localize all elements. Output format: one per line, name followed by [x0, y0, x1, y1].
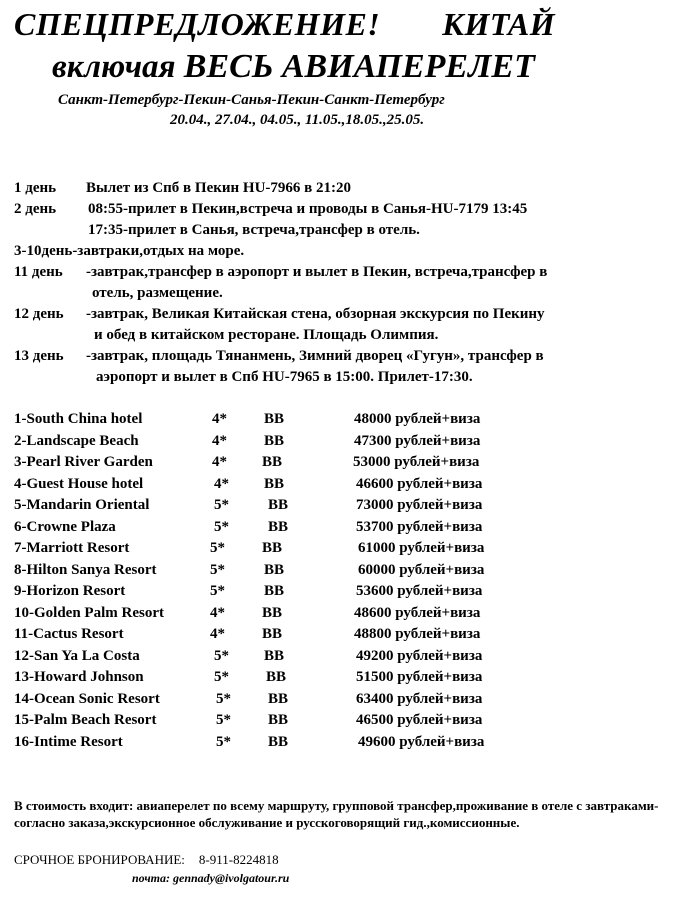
hotel-name: 9-Horizon Resort: [14, 583, 126, 599]
itinerary-day: [14, 304, 684, 325]
urgent-booking-label: СРОЧНОЕ БРОНИРОВАНИЕ:: [14, 852, 185, 867]
hotel-meal: BB: [264, 647, 285, 664]
hotel-meal: BB: [264, 475, 285, 492]
hotel-price: 51500 рублей+виза: [356, 669, 483, 685]
email-address[interactable]: почта: gennady@ivolgatour.ru: [132, 871, 290, 885]
hotel-meal: BB: [268, 733, 289, 750]
hotel-meal: BB: [262, 604, 283, 621]
hotel-meal: BB: [268, 690, 289, 707]
itinerary-day-text: 08:55-прилет в Пекин,встреча и проводы в Санья-HU-7179 13:45: [88, 201, 528, 217]
hotel-name: 7-Marriott Resort: [14, 540, 130, 556]
hotel-meal: BB: [264, 583, 285, 599]
hotel-price: 60000 рублей+виза: [358, 561, 485, 578]
itinerary-day: [14, 241, 684, 262]
hotel-stars: 5*: [214, 647, 229, 664]
hotel-price: 73000 рублей+виза: [356, 497, 483, 513]
hotel-name: 6-Crowne Plaza: [14, 518, 116, 535]
hotel-stars: 5*: [216, 712, 231, 728]
itinerary-day-label: 12 день: [14, 306, 64, 322]
offer-title-left: СПЕЦПРЕДЛОЖЕНИЕ!: [14, 6, 381, 42]
itinerary-day-label: 1 день: [14, 180, 57, 196]
urgent-booking: [14, 852, 279, 868]
itinerary-day: [14, 346, 684, 367]
hotel-stars: 5*: [216, 690, 231, 707]
phone-number[interactable]: 8-911-8224818: [198, 852, 279, 867]
hotel-stars: 5*: [210, 583, 225, 599]
itinerary-day-text: Вылет из Спб в Пекин HU-7966 в 21:20: [86, 180, 351, 196]
route-line: Санкт-Петербург-Пекин-Санья-Пекин-Санкт-Петербург: [58, 92, 445, 108]
hotel-stars: 4*: [212, 454, 227, 470]
itinerary-day: [14, 262, 684, 283]
offer-subtitle-main: ВЕСЬ АВИАПЕРЕЛЕТ: [183, 48, 535, 85]
hotel-price: 53600 рублей+виза: [356, 583, 483, 599]
offer-title-country: КИТАЙ: [442, 6, 556, 42]
hotel-price: 49200 рублей+виза: [356, 647, 483, 664]
itinerary-day-label: 2 день: [14, 201, 57, 217]
hotel-stars: 5*: [210, 561, 225, 578]
hotel-name: 10-Golden Palm Resort: [14, 604, 164, 621]
hotel-meal: BB: [264, 561, 285, 578]
hotel-stars: 5*: [216, 733, 231, 750]
itinerary-day-text: 3-10день-завтраки,отдых на море.: [14, 243, 245, 259]
itinerary-day-text: -завтрак,трансфер в аэропорт и вылет в Пекин, встреча,трансфер в: [86, 264, 548, 280]
hotel-stars: 5*: [214, 518, 229, 535]
hotel-stars: 5*: [210, 540, 225, 556]
offer-title: [14, 6, 555, 43]
included-services: В стоимость входит: авиаперелет по всему маршруту, групповой трансфер,проживание в отеле с завтраками-согласно заказа,экскурсионное обслуживание и русскоговорящий гид.,комиссионные.: [14, 798, 659, 830]
itinerary-day-label: 13 день: [14, 348, 64, 364]
hotel-price: 53700 рублей+виза: [356, 518, 483, 535]
hotel-meal: BB: [266, 669, 287, 685]
hotel-name: 4-Guest House hotel: [14, 475, 144, 492]
offer-subtitle: [52, 48, 535, 86]
hotel-price: 53000 рублей+виза: [353, 454, 480, 470]
itinerary-day-continuation: аэропорт и вылет в Спб HU-7965 в 15:00. Прилет-17:30.: [96, 369, 473, 385]
hotel-name: 12-San Ya La Costa: [14, 647, 140, 664]
hotel-price: 48000 рублей+виза: [354, 411, 481, 427]
hotel-price: 63400 рублей+виза: [356, 690, 483, 707]
itinerary-day: [14, 199, 684, 220]
hotel-meal: BB: [268, 518, 289, 535]
itinerary: [14, 178, 684, 388]
itinerary-day-continuation: и обед в китайском ресторане. Площадь Олимпия.: [94, 327, 439, 343]
itinerary-day-text: -завтрак, Великая Китайская стена, обзорная экскурсия по Пекину: [86, 306, 545, 322]
hotel-name: 8-Hilton Sanya Resort: [14, 561, 157, 578]
hotel-meal: BB: [264, 411, 285, 427]
hotel-stars: 4*: [210, 604, 225, 621]
itinerary-day-continuation: отель, размещение.: [92, 285, 223, 301]
hotel-name: 5-Mandarin Oriental: [14, 497, 150, 513]
hotel-stars: 5*: [214, 669, 229, 685]
hotel-name: 13-Howard Johnson: [14, 669, 144, 685]
hotel-meal: BB: [262, 540, 283, 556]
hotel-name: 2-Landscape Beach: [14, 432, 139, 449]
hotel-meal: BB: [264, 432, 285, 449]
hotel-price: 47300 рублей+виза: [354, 432, 481, 449]
hotel-price: 46600 рублей+виза: [356, 475, 483, 492]
hotel-name: 16-Intime Resort: [14, 733, 123, 750]
hotel-price: 49600 рублей+виза: [358, 733, 485, 750]
itinerary-day-text: -завтрак, площадь Тянанмень, Зимний дворец «Гугун», трансфер в: [86, 348, 544, 364]
hotel-name: 1-South China hotel: [14, 411, 143, 427]
hotel-meal: BB: [262, 454, 283, 470]
itinerary-day-label: 11 день: [14, 264, 63, 280]
hotel-name: 11-Cactus Resort: [14, 626, 124, 642]
hotel-stars: 4*: [212, 432, 227, 449]
itinerary-day-continuation: 17:35-прилет в Санья, встреча,трансфер в отель.: [88, 222, 420, 238]
departure-dates: 20.04., 27.04., 04.05., 11.05.,18.05.,25.05.: [170, 112, 425, 128]
hotel-price: 48800 рублей+виза: [354, 626, 481, 642]
hotel-stars: 5*: [214, 497, 229, 513]
hotel-stars: 4*: [212, 411, 227, 427]
itinerary-day: [14, 178, 684, 199]
offer-subtitle-prefix: включая: [52, 49, 176, 85]
hotel-price: 61000 рублей+виза: [358, 540, 485, 556]
hotel-name: 15-Palm Beach Resort: [14, 712, 157, 728]
hotel-meal: BB: [268, 497, 289, 513]
hotel-stars: 4*: [210, 626, 225, 642]
hotel-stars: 4*: [214, 475, 229, 492]
hotel-meal: BB: [262, 626, 283, 642]
hotel-price: 48600 рублей+виза: [354, 604, 481, 621]
hotel-name: 3-Pearl River Garden: [14, 454, 153, 470]
hotel-price: 46500 рублей+виза: [356, 712, 483, 728]
hotel-meal: BB: [268, 712, 289, 728]
hotel-name: 14-Ocean Sonic Resort: [14, 690, 160, 707]
